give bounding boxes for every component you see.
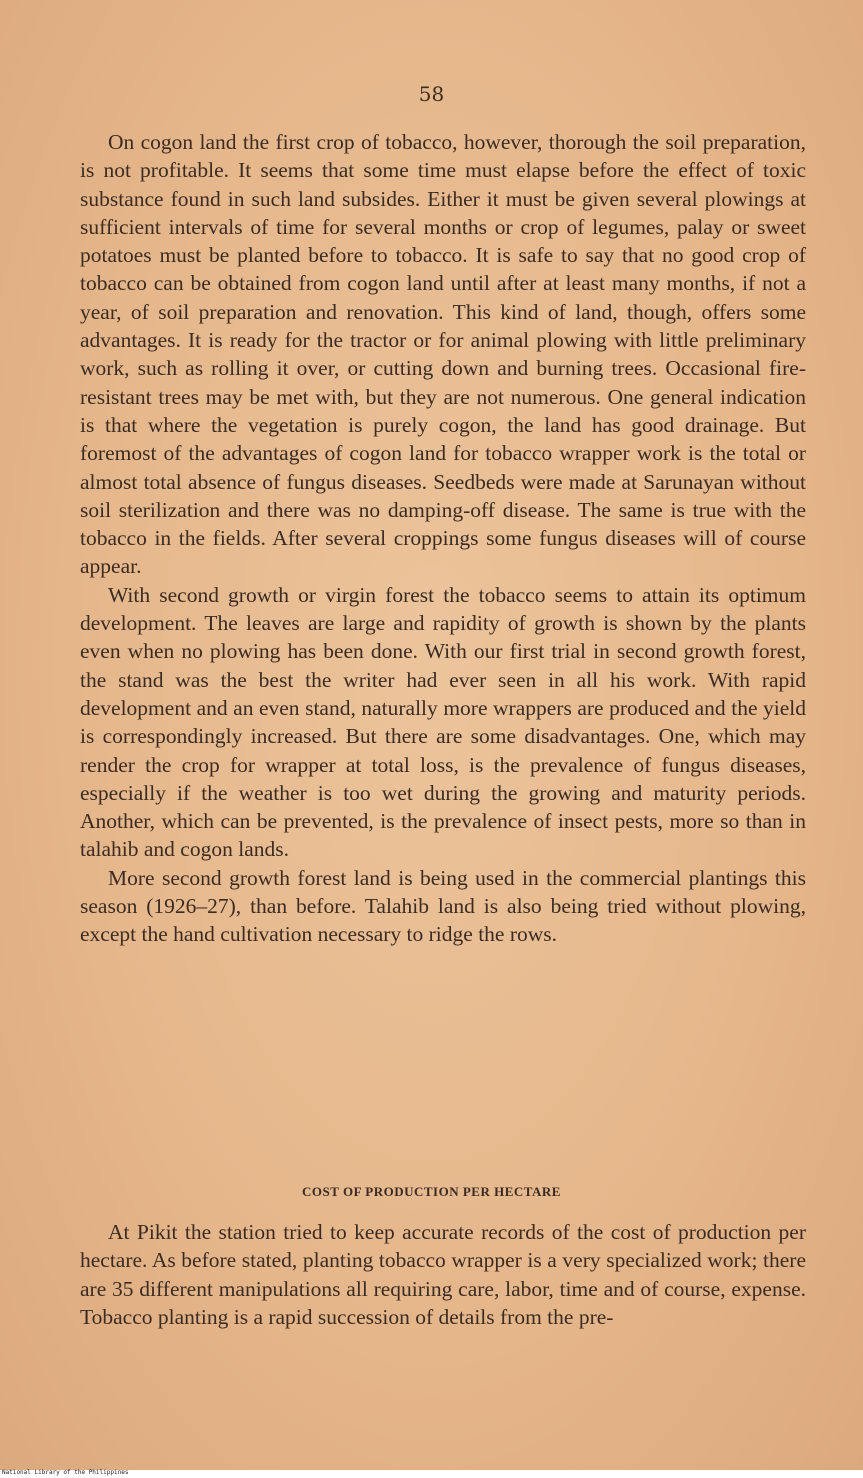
section-heading: COST OF PRODUCTION PER HECTARE [302,1184,561,1199]
paragraph-cost-of-production: At Pikit the station tried to keep accurate records of the cost of production per hectare. As before stated, planting tobacco wrapper is a very specialized work; there are 35 different manipulations all requiring care, labor, time and of course, expense. Tobacco planting is a rapid succession of details from the pre- [80,1220,806,1329]
paragraph-cogon-land: On cogon land the first crop of tobacco, however, thorough the soil preparation, is not profitable. It seems that some time must elapse before the effect of toxic substance found in such land subsides. Either it must be given several plowings at sufficient intervals of time for several months or crop of legumes, palay or sweet potatoes must be planted before to tobacco. It is safe to say that no good crop of tobacco can be obtained from cogon land until after at least many months, if not a year, of soil preparation and renovation. This kind of land, though, offers some advantages. It is ready for the tractor or for animal plowing with little preliminary work, such as rolling it over, or cutting down and burning trees. Occasional fire-resistant trees may be met with, but they are not numerous. One general indication is that where the vegetation is purely cogon, the land has good drainage. But foremost of the advantages of cogon land for tobacco wrapper work is the total or almost total absence of fungus diseases. Seedbeds were made at Sarunayan without soil sterilization and there was no damping-off disease. The same is true with the tobacco in the fields. After several croppings some fungus diseases will of course appear. [80,130,806,579]
footer-text: National Library of the Philippines [2,1469,129,1476]
footer-watermark [0,1470,863,1478]
paragraph-commercial-plantings: More second growth forest land is being used in the commercial plantings this season (1926–27), than before. Talahib land is also being tried without plowing, except the hand cultivation necessary to ridge the rows. [80,865,806,947]
paragraph-forest-land: With second growth or virgin forest the tobacco seems to attain its optimum development. The leaves are large and rapidity of growth is shown by the plants even when no plowing has been done. With our first trial in second growth forest, the stand was the best the writer had ever seen in all his work. With rapid development and an even stand, naturally more wrappers are produced and the yield is correspondingly increased. But there are some disadvantages. One, which may render the crop for wrapper at total loss, is the prevalence of fungus diseases, especially if the weather is too wet during the growing and maturity periods. Another, which can be prevented, is the prevalence of insect pests, more so than in talahib and cogon lands. [80,582,806,862]
main-text-block [80,128,806,949]
page-number: 58 [418,82,445,106]
section-text-block [80,1218,806,1331]
